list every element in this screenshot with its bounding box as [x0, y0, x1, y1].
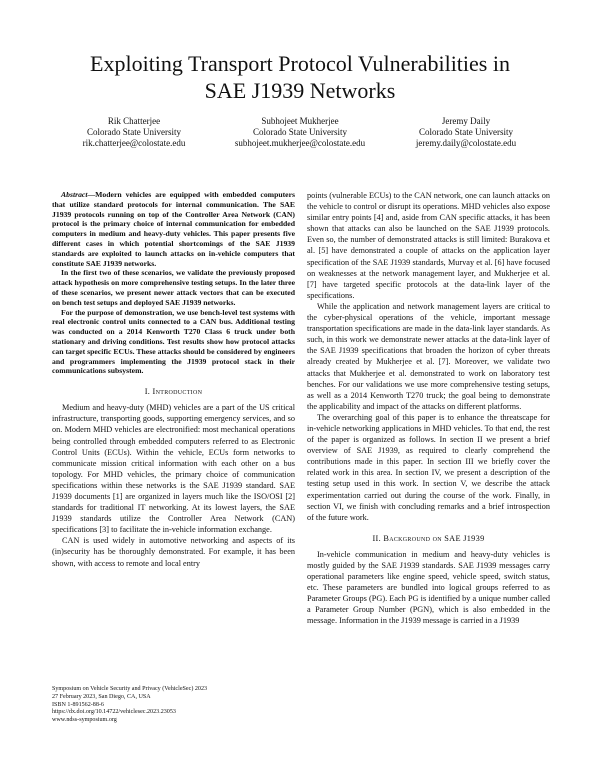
- background-paragraph-1: In-vehicle communication in medium and heavy-duty vehicles is mostly guided by the SAE J1939 standards. SAE J1939 messages carry operational parameters like engine speed, vehicle speed, switch status, etc. These parameters are bundled into logical groups referred to as Parameter Groups (PG). Each PG is identified by a unique number called a Parameter Group Number (PGN), which is also embedded in the message. Information in the J1939 message is carried in a J1939: [307, 549, 550, 626]
- section-title: Background on SAE J1939: [383, 533, 485, 543]
- title-line-2: SAE J1939 Networks: [204, 78, 396, 103]
- intro-paragraph-3: points (vulnerable ECUs) to the CAN network, one can launch attacks on the vehicle to control or disrupt its operations. MHD vehicles also expose similar entry points [4] and, aside from CAN specific attacks, it has been shown that attacks can also be launched on the SAE J1939 protocols. Even so, the number of demonstrated attacks is still limited: Burakova et al. [5] have demonstrated a couple of attacks on the application layer specification of the SAE J1939 standards, Murvay et al. [6] have focused on weaknesses at the network management layer, and Mukherjee et al. [7] have targeted specific protocols at the data-link layer of the specifications.: [307, 191, 550, 300]
- conference-footnote: [52, 686, 297, 725]
- abstract-text-1: —Modern vehicles are equipped with embedded computers that utilize standard protocols for internal communication. The SAE J1939 protocols running on top of the Controller Area Network (CAN) protocol is the primary choice of internal communication for embedded computers in medium and heavy-duty vehicles. This paper presents five different cases in which potential shortcomings of the SAE J1939 standards are exploited to launch attacks on in-vehicle computers that constitute SAE J1939 networks.: [52, 190, 295, 268]
- section-heading-introduction: [52, 386, 295, 397]
- section-heading-background: [307, 533, 550, 544]
- abstract: [52, 190, 295, 376]
- author-email: rik.chatterjee@colostate.edu: [82, 138, 186, 148]
- abstract-paragraph-1: [52, 190, 295, 268]
- left-column: [52, 190, 295, 569]
- author-name: Subhojeet Mukherjee: [261, 116, 339, 126]
- author-affiliation: Colorado State University: [87, 127, 181, 137]
- author-name: Rik Chatterjee: [107, 116, 161, 126]
- author-email: jeremy.daily@colostate.edu: [415, 138, 517, 148]
- abstract-label: Abstract: [61, 190, 88, 199]
- footnote-doi: https://dx.doi.org/10.14722/vehiclesec.2023.23053: [52, 709, 176, 716]
- author-affiliation: Colorado State University: [253, 127, 347, 137]
- title-line-1: Exploiting Transport Protocol Vulnerabilities in: [90, 51, 510, 76]
- author-3: [366, 116, 566, 149]
- intro-paragraph-4: While the application and network management layers are critical to the cyber-physical operations of the vehicle, important message transportation specifications are made in the data-link layer standards. As such, in this work we demonstrate newer attacks at the data-link layer of the SAE J1939 specifications that broaden the horizon of cyber threats already created by Mukherjee et al. [7]. Moreover, we validate two attacks that Mukherjee et al. demonstrated to work on laboratory test benches. For our validations we use more comprehensive testing setups, as well as a 2014 Kenworth T270 truck; the goal being to demonstrate the applicability and impact of the attacks on different platforms.: [307, 301, 550, 411]
- footnote-website: www.ndss-symposium.org: [52, 717, 117, 724]
- section-numeral: II.: [372, 533, 381, 543]
- author-name: Jeremy Daily: [441, 116, 491, 126]
- paper-title: [0, 50, 600, 104]
- intro-paragraph-2: CAN is used widely in automotive networking and aspects of its (in)security has be thoroughly demonstrated. For example, it has been shown, with access to remote and local entry: [52, 536, 295, 568]
- intro-paragraph-1: Medium and heavy-duty (MHD) vehicles are a part of the US critical infrastructure, transporting goods, supporting emergency services, and so on. Modern MHD vehicles are electronified: most mechanical operations being controlled through embedded computers referred to as Electronic Control Units (ECUs). Within the vehicle, ECUs form networks to communicate mission critical information with each other on a bus topology. For MHD vehicles, the primary choice of communication specifications within these networks is the SAE J1939 standard. SAE J1939 documents [1] are organized in layers much like the ISO/OSI [2] standards for traditional IT networking. At its lowest layers, the SAE J1939 standards utilize the Controller Area Network (CAN) specifications [3] to facilitate the in-vehicle information exchange.: [52, 403, 295, 535]
- intro-paragraph-5: The overarching goal of this paper is to enhance the threatscape for in-vehicle networking applications in MHD vehicles. To that end, the rest of the paper is organized as follows. In section II we present a brief overview of SAE J1939, as required to clearly comprehend the contributions made in this paper. In section III we briefly cover the related work in this area. In section IV, we present a description of the testing setup used in this work. In section V, we describe the attack experimentation carried out during the course of the work. Finally, in section VI, we finish with concluding remarks and a brief introspection of the future work.: [307, 412, 550, 522]
- footnote-date-location: 27 February 2023, San Diego, CA, USA: [52, 693, 151, 700]
- author-email: subhojeet.mukherjee@colostate.edu: [234, 138, 366, 148]
- section-numeral: I.: [144, 387, 151, 397]
- abstract-paragraph-3: For the purpose of demonstration, we use bench-level test systems with real electronic control units connected to a CAN bus. Additional testing was conducted on a 2014 Kenworth T270 Class 6 truck under both stationary and driving conditions. Test results show how protocol attacks can target specific ECUs. These attacks should be considered by engineers and programmers implementing the J1939 protocol stack in their communications subsystem.: [52, 307, 295, 376]
- author-block: [0, 116, 600, 160]
- footnote-isbn: ISBN 1-891562-88-6: [52, 701, 104, 708]
- abstract-paragraph-2: In the first two of these scenarios, we validate the previously proposed attack hypothesis on more comprehensive testing setups. In the later three of these scenarios, we present newer attack vectors that can be executed on bench test setups and deployed SAE J1939 networks.: [52, 268, 295, 307]
- section-title: Introduction: [152, 387, 203, 397]
- footnote-venue: Symposium on Vehicle Security and Privacy (VehicleSec) 2023: [52, 686, 208, 692]
- right-column: [307, 190, 550, 627]
- author-affiliation: Colorado State University: [419, 127, 513, 137]
